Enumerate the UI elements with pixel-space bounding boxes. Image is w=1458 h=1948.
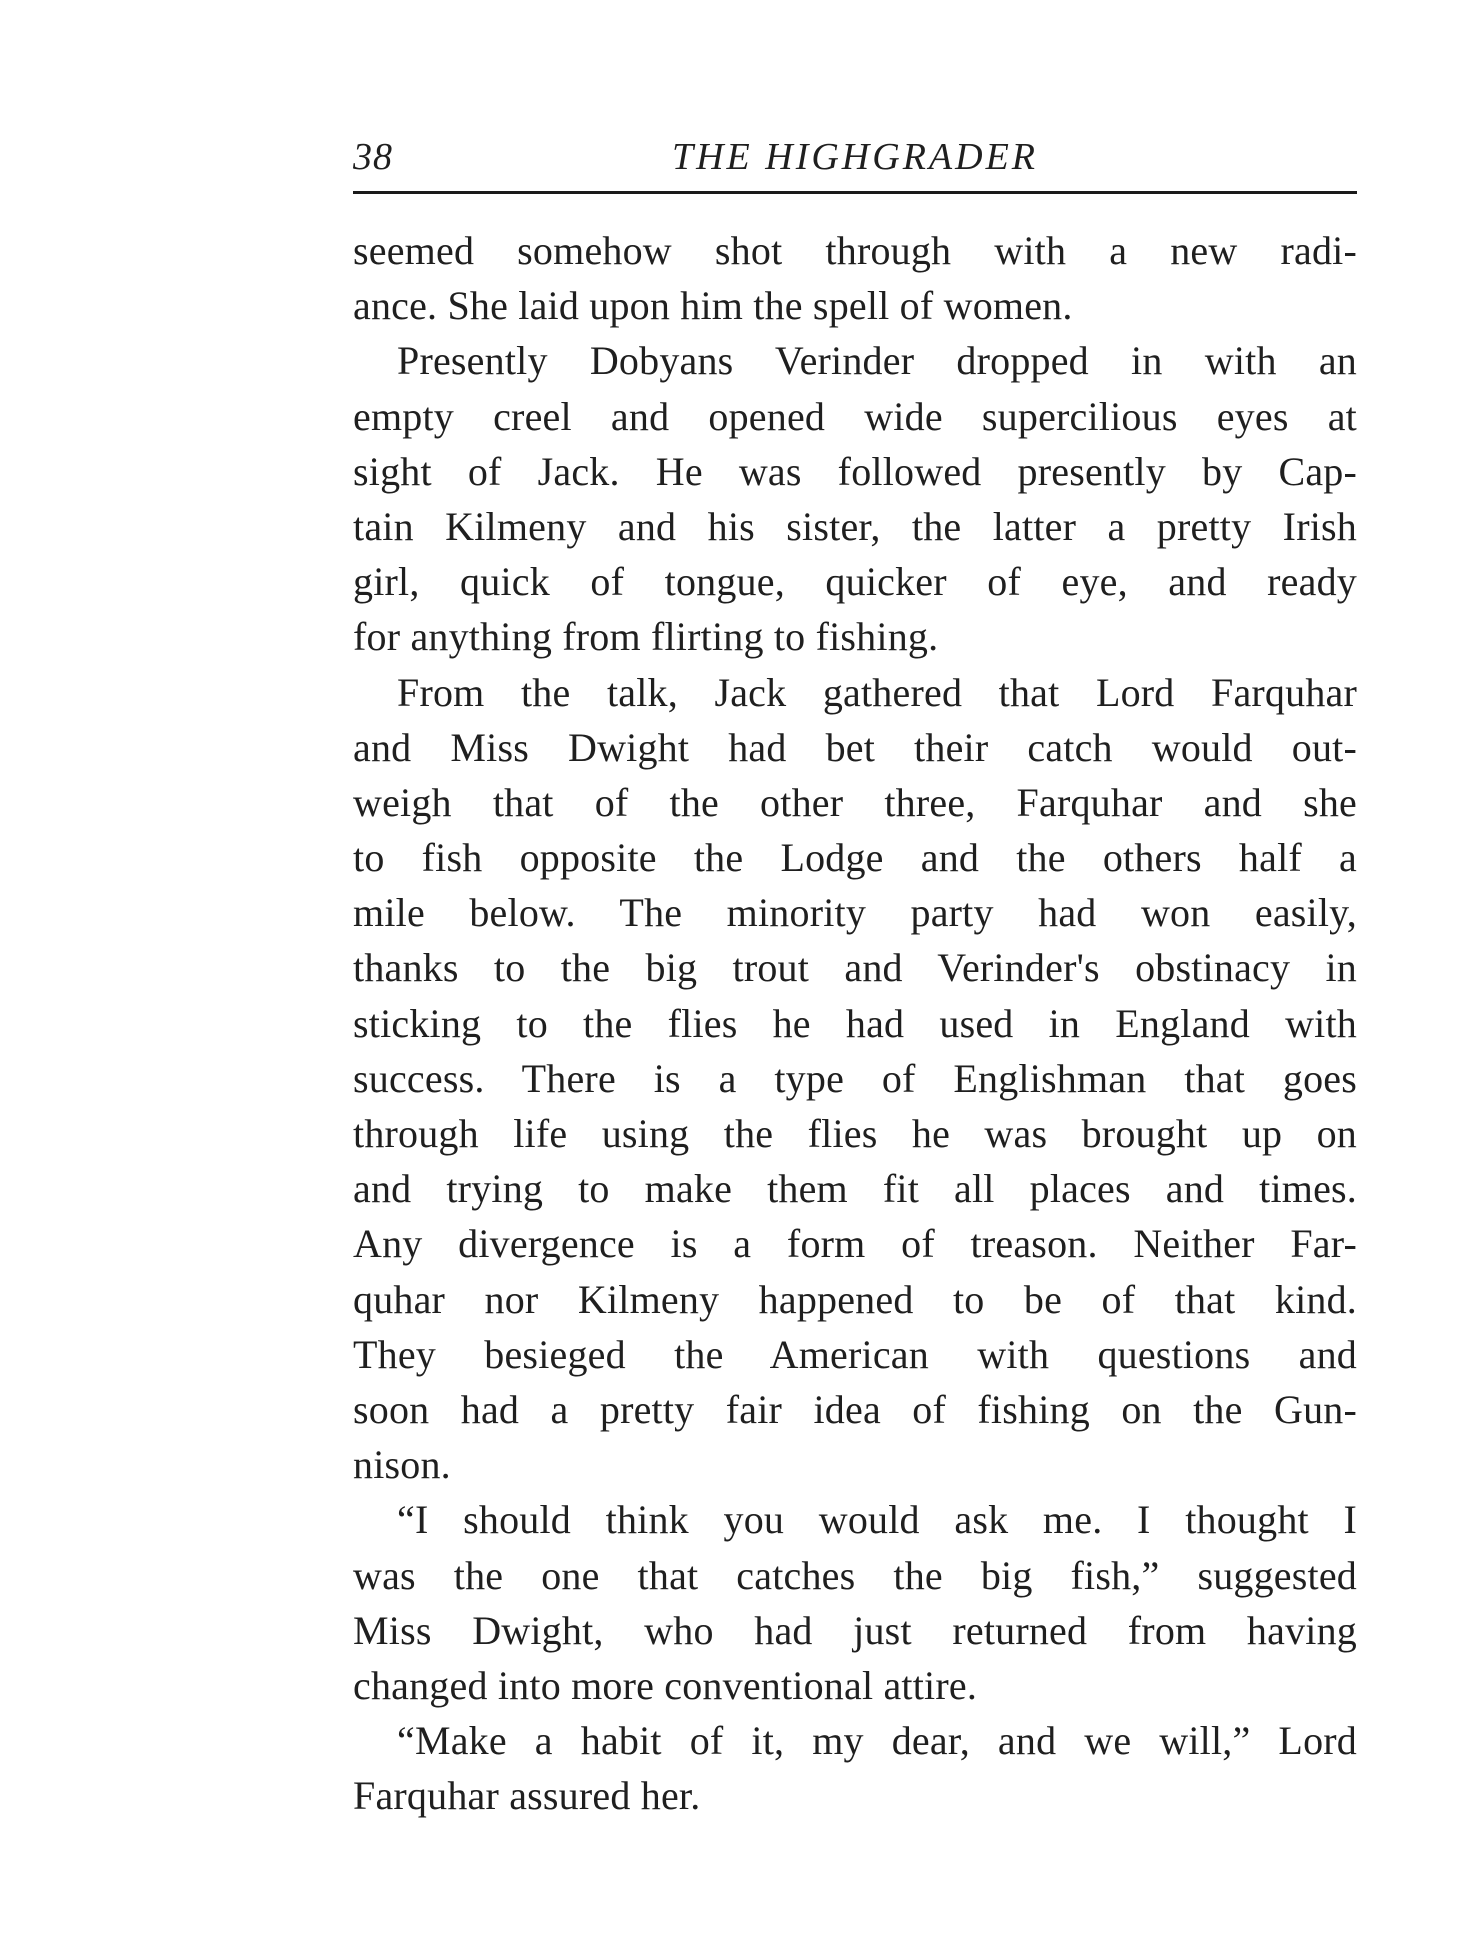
- text-line: mile below. The minority party had won easily,: [353, 890, 1357, 936]
- text-line: They besieged the American with questions and: [353, 1331, 1357, 1377]
- text-line: ance. She laid upon him the spell of women.: [353, 283, 1073, 329]
- header-rule: [353, 191, 1357, 194]
- text-line: Miss Dwight, who had just returned from having: [353, 1607, 1357, 1653]
- text-line: and Miss Dwight had bet their catch would out-: [353, 724, 1357, 770]
- text-line: to fish opposite the Lodge and the others half a: [353, 835, 1357, 881]
- text-line: soon had a pretty fair idea of fishing on the Gun-: [353, 1386, 1357, 1432]
- text-line: success. There is a type of Englishman that goes: [353, 1055, 1357, 1101]
- body-text: [353, 223, 1357, 1823]
- book-page: [353, 135, 1357, 1819]
- text-line: “Make a habit of it, my dear, and we will,” Lord: [397, 1718, 1357, 1764]
- text-line: nison.: [353, 1442, 451, 1488]
- text-line: seemed somehow shot through with a new radi-: [353, 228, 1357, 273]
- page-header: [353, 135, 1357, 191]
- text-line: empty creel and opened wide supercilious eyes at: [353, 393, 1357, 439]
- text-line: changed into more conventional attire.: [353, 1662, 978, 1708]
- text-line: Any divergence is a form of treason. Neither Far-: [353, 1221, 1357, 1267]
- page-number: 38: [353, 136, 393, 178]
- running-title: THE HIGHGRADER: [671, 136, 1038, 178]
- text-line: tain Kilmeny and his sister, the latter a pretty Irish: [353, 503, 1357, 549]
- text-line: From the talk, Jack gathered that Lord Farquhar: [397, 669, 1357, 715]
- text-line: weigh that of the other three, Farquhar and she: [353, 779, 1357, 825]
- text-line: and trying to make them fit all places and times.: [353, 1166, 1357, 1212]
- text-line: sight of Jack. He was followed presently by Cap-: [353, 448, 1357, 494]
- text-line: quhar nor Kilmeny happened to be of that kind.: [353, 1276, 1357, 1322]
- text-line: Farquhar assured her.: [353, 1773, 701, 1819]
- text-line: Presently Dobyans Verinder dropped in with an: [397, 338, 1357, 384]
- text-line: girl, quick of tongue, quicker of eye, and ready: [353, 559, 1357, 605]
- text-line: was the one that catches the big fish,” suggested: [353, 1552, 1357, 1598]
- text-line: thanks to the big trout and Verinder's obstinacy in: [353, 945, 1357, 991]
- text-line: sticking to the flies he had used in England with: [353, 1000, 1357, 1046]
- text-line: “I should think you would ask me. I thought I: [397, 1497, 1357, 1543]
- text-line: for anything from flirting to fishing.: [353, 614, 939, 660]
- text-line: through life using the flies he was brought up on: [353, 1111, 1357, 1156]
